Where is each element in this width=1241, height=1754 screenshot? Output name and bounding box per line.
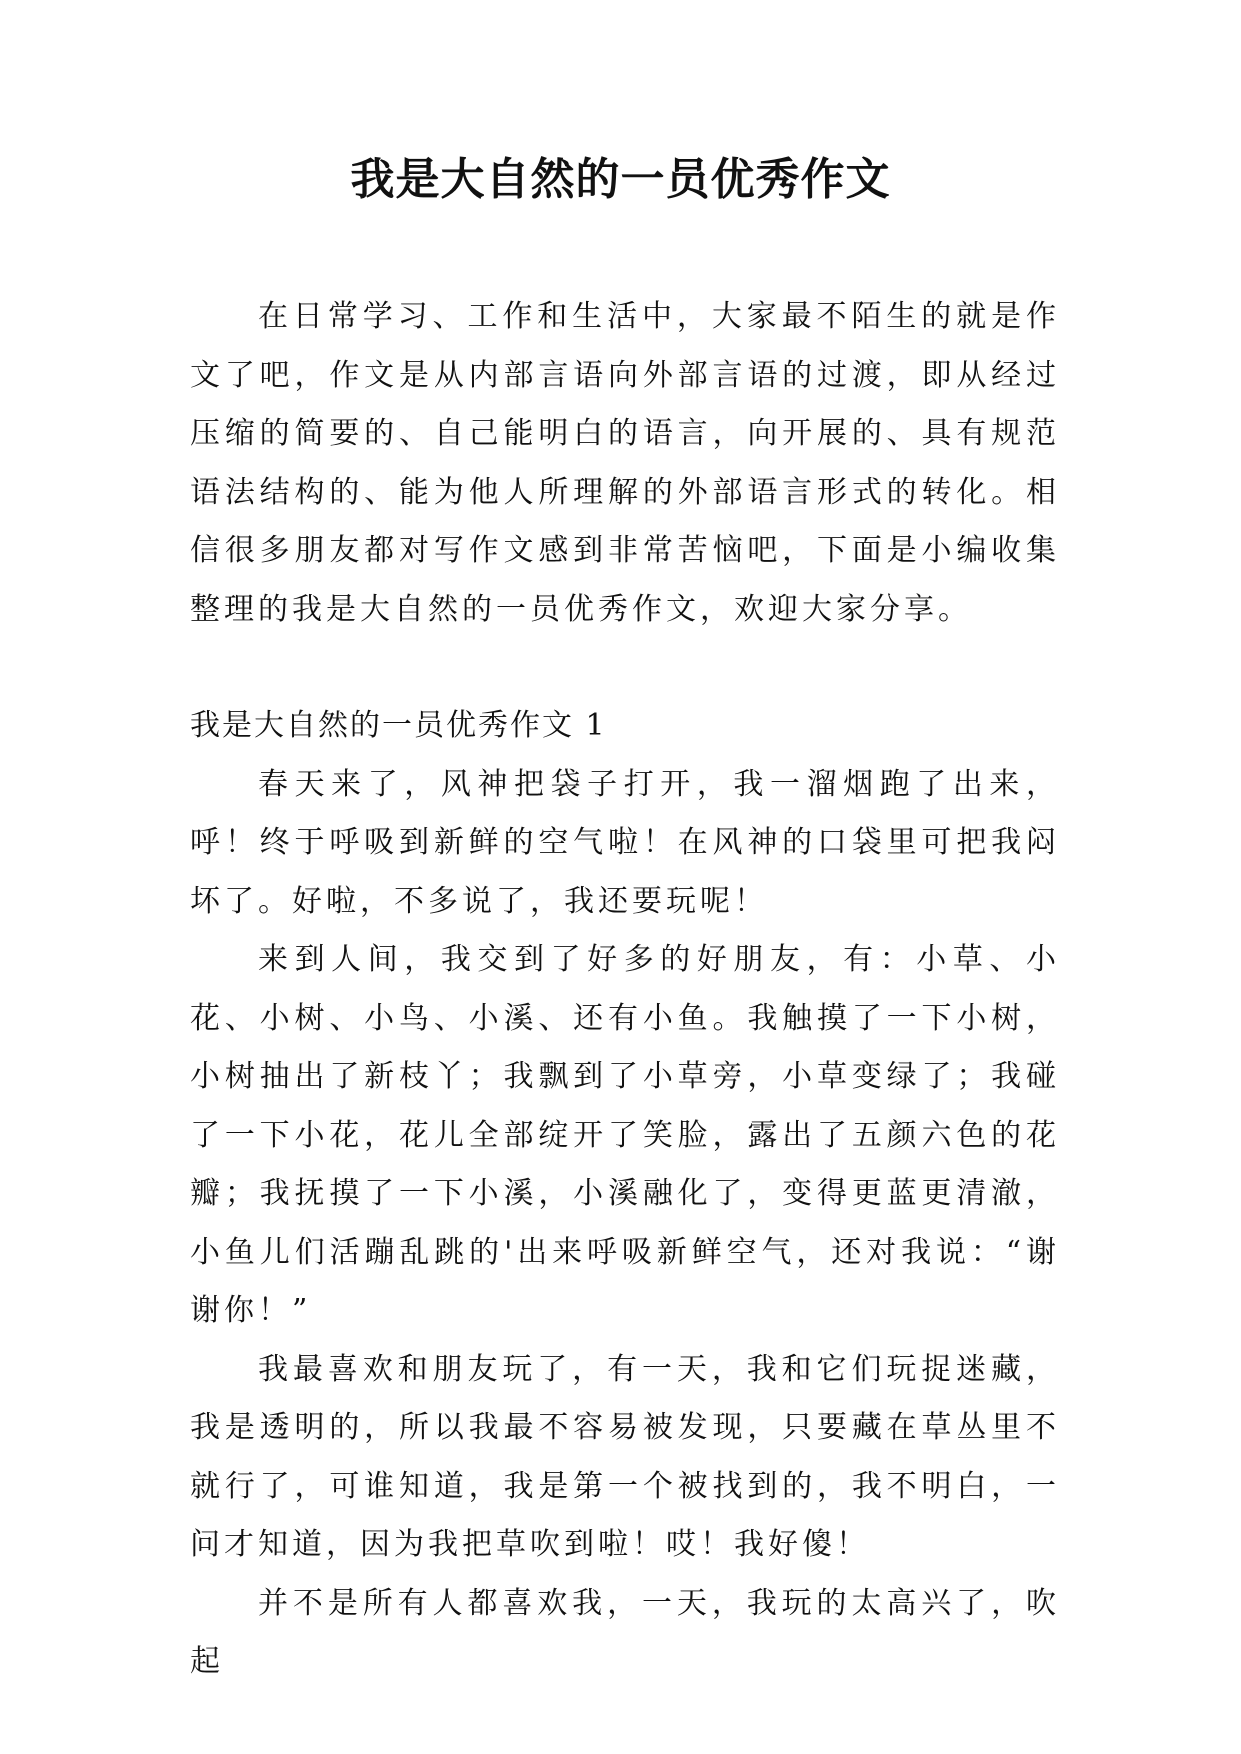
body-paragraph-1: 春天来了，风神把袋子打开，我一溜烟跑了出来，呼！终于呼吸到新鲜的空气啦！在风神的口袋里可把我闷坏了。好啦，不多说了，我还要玩呢！	[190, 766, 1060, 919]
document-title: 我是大自然的一员优秀作文	[350, 154, 891, 205]
body-paragraph-3: 我最喜欢和朋友玩了，有一天，我和它们玩捉迷藏，我是透明的，所以我最不容易被发现，只要藏在草丛里不就行了，可谁知道，我是第一个被找到的，我不明白，一问才知道，因为我把草吹到啦！哎！我好傻！	[190, 1351, 1060, 1562]
document-body	[190, 288, 1060, 1692]
intro-paragraph: 在日常学习、工作和生活中，大家最不陌生的就是作文了吧，作文是从内部言语向外部言语的过渡，即从经过压缩的简要的、自己能明白的语言，向开展的、具有规范语法结构的、能为他人所理解的外部语言形式的转化。相信很多朋友都对写作文感到非常苦恼吧，下面是小编收集整理的我是大自然的一员优秀作文，欢迎大家分享。	[190, 299, 1060, 627]
section-heading: 我是大自然的一员优秀作文 1	[190, 708, 607, 743]
body-paragraph-4: 并不是所有人都喜欢我，一天，我玩的太高兴了，吹起	[190, 1585, 1060, 1679]
body-paragraph-2: 来到人间，我交到了好多的好朋友，有：小草、小花、小树、小鸟、小溪、还有小鱼。我触摸了一下小树，小树抽出了新枝丫；我飘到了小草旁，小草变绿了；我碰了一下小花，花儿全部绽开了笑脸，露出了五颜六色的花瓣；我抚摸了一下小溪，小溪融化了，变得更蓝更清澈，小鱼儿们活蹦乱跳的'出来呼吸新鲜空气，还对我说：“谢谢你！”	[190, 942, 1060, 1328]
